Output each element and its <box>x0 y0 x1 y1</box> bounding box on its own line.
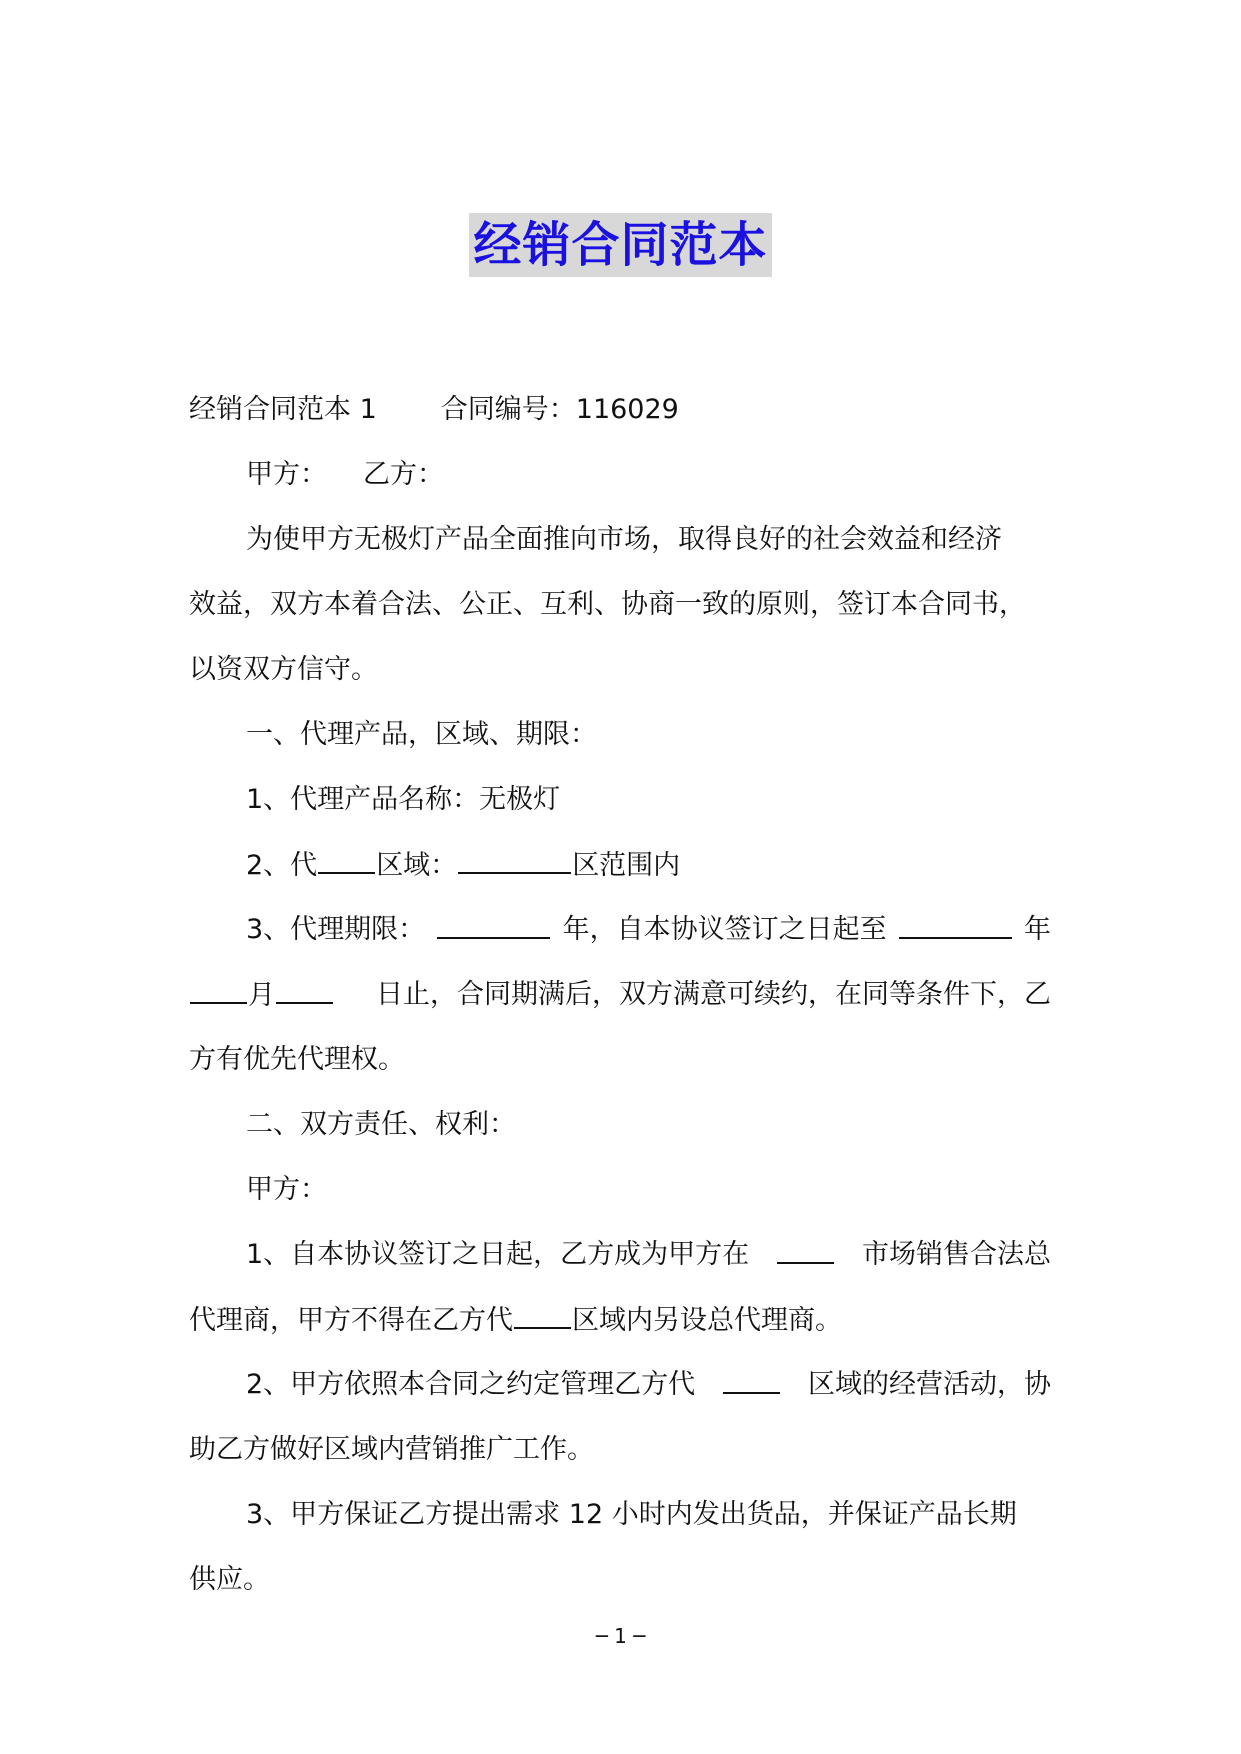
text-segment: 年 <box>1024 914 1051 945</box>
text-segment: 日止，合同期满后，双方满意可续约，在同等条件下，乙 <box>376 979 1051 1010</box>
list-item <box>189 1230 1051 1295</box>
fill-blank <box>318 840 375 874</box>
list-item: 3、甲方保证乙方提出需求 12 小时内发出货品，并保证产品长期 <box>246 1499 1017 1530</box>
fill-blank <box>190 970 247 1004</box>
paragraph-line: 以资双方信守。 <box>189 654 378 685</box>
document-title: 经销合同范本 <box>469 213 771 277</box>
text-segment: 月 <box>248 980 275 1011</box>
text-segment: 2、甲方依照本合同之约定管理乙方代 <box>246 1369 696 1400</box>
text-segment: 区域： <box>376 850 458 881</box>
text-segment: 市场销售合法总 <box>862 1239 1051 1270</box>
list-item-continued <box>189 1295 1051 1360</box>
section-heading: 二、双方责任、权利： <box>246 1109 516 1140</box>
party-heading: 甲方： <box>246 1174 327 1205</box>
fill-blank <box>514 1295 571 1329</box>
list-item-continued: 方有优先代理权。 <box>189 1044 405 1075</box>
text-segment: 代理商，甲方不得在乙方代 <box>189 1305 513 1336</box>
page-number: ─ 1 ─ <box>595 1624 646 1648</box>
contract-number: 合同编号：116029 <box>440 394 679 425</box>
text-segment: 3、代理期限： <box>246 914 426 945</box>
fill-blank <box>458 840 571 874</box>
text-segment: 年，自本协议签订之日起至 <box>562 914 887 945</box>
text-segment: 区域的经营活动，协 <box>808 1369 1051 1400</box>
section-heading: 一、代理产品，区域、期限： <box>246 719 597 750</box>
paragraph-line: 效益，双方本着合法、公正、互利、协商一致的原则，签订本合同书， <box>189 589 1026 620</box>
list-item <box>189 1360 1051 1425</box>
list-item-continued <box>189 970 1051 1035</box>
party-a-label: 甲方： <box>246 459 327 490</box>
list-item <box>189 905 1051 970</box>
contract-header-line <box>189 385 1051 450</box>
fill-blank <box>723 1360 780 1394</box>
contract-name: 经销合同范本 1 <box>189 394 377 425</box>
list-item-continued: 供应。 <box>189 1564 270 1595</box>
fill-blank <box>276 970 333 1004</box>
fill-blank <box>437 905 550 939</box>
parties-line <box>189 450 1051 515</box>
text-segment: 1、自本协议签订之日起，乙方成为甲方在 <box>246 1239 750 1270</box>
paragraph-line: 为使甲方无极灯产品全面推向市场，取得良好的社会效益和经济 <box>246 524 1002 555</box>
list-item-continued: 助乙方做好区域内营销推广工作。 <box>189 1434 594 1465</box>
fill-blank <box>777 1230 834 1264</box>
party-b-label: 乙方： <box>363 459 444 490</box>
list-item: 1、代理产品名称：无极灯 <box>246 784 561 815</box>
title-container <box>0 213 1241 277</box>
text-segment: 区域内另设总代理商。 <box>572 1305 842 1336</box>
list-item <box>189 840 1051 905</box>
document-body <box>189 385 1051 1620</box>
text-segment: 区范围内 <box>572 850 681 881</box>
fill-blank <box>899 905 1012 939</box>
text-segment: 2、代 <box>246 850 318 881</box>
